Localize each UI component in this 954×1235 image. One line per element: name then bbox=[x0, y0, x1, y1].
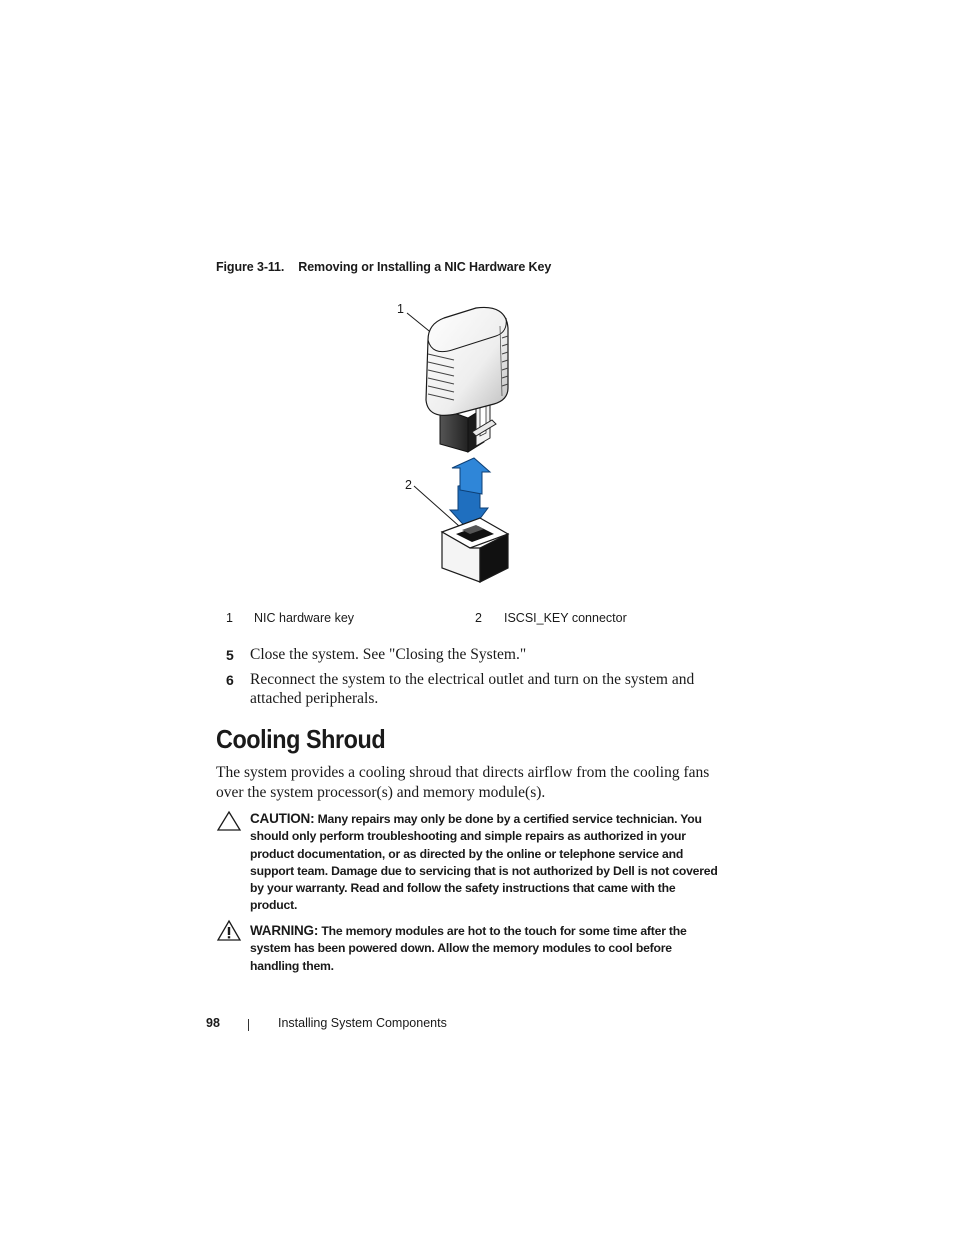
iscsi-key-connector bbox=[442, 518, 508, 582]
warning-triangle-icon bbox=[216, 919, 242, 943]
nic-key-illustration bbox=[380, 296, 530, 586]
caution-text: Many repairs may only be done by a certified service technician. You should only perform troubleshooting and simple repairs as authorized in your product documentation, or as directed by the online or telephone service and support team. Damage due to servicing that is not authorized by Dell is not covered by your warranty. Read and follow the safety instructions that came with the product. bbox=[250, 812, 718, 913]
callout-2-leader bbox=[414, 486, 459, 526]
legend-item-1-text: NIC hardware key bbox=[254, 611, 355, 625]
figure-caption bbox=[216, 260, 551, 274]
warning-notice bbox=[250, 922, 720, 975]
section-heading: Cooling Shroud bbox=[216, 724, 386, 754]
step-6-text: Reconnect the system to the electrical outlet and turn on the system and attached peripherals. bbox=[250, 671, 695, 707]
legend-item-2-text: ISCSI_KEY connector bbox=[504, 611, 627, 625]
legend-item-1-number: 1 bbox=[226, 611, 233, 625]
section-paragraph: The system provides a cooling shroud that directs airflow from the cooling fans over the system processor(s) and memory module(s). bbox=[216, 764, 710, 801]
footer-chapter: Installing System Components bbox=[278, 1016, 447, 1030]
warning-label: WARNING: bbox=[250, 923, 319, 938]
warning-text: The memory modules are hot to the touch for some time after the system has been powered down. Allow the memory modules to cool before handling them. bbox=[250, 924, 687, 973]
caution-triangle-icon bbox=[216, 810, 242, 832]
figure-title: Removing or Installing a NIC Hardware Key bbox=[298, 260, 552, 274]
step-5-number: 5 bbox=[226, 647, 234, 663]
page-number: 98 bbox=[206, 1016, 220, 1030]
nic-hardware-key bbox=[426, 307, 508, 452]
step-5-text: Close the system. See "Closing the System." bbox=[250, 646, 527, 663]
callout-1: 1 bbox=[397, 302, 404, 316]
callout-2: 2 bbox=[405, 478, 412, 492]
caution-notice bbox=[250, 810, 720, 915]
figure-number: Figure 3-11. bbox=[216, 260, 285, 274]
legend-item-2-number: 2 bbox=[475, 611, 482, 625]
caution-label: CAUTION: bbox=[250, 811, 315, 826]
footer-divider bbox=[248, 1019, 249, 1031]
step-6-number: 6 bbox=[226, 672, 234, 688]
